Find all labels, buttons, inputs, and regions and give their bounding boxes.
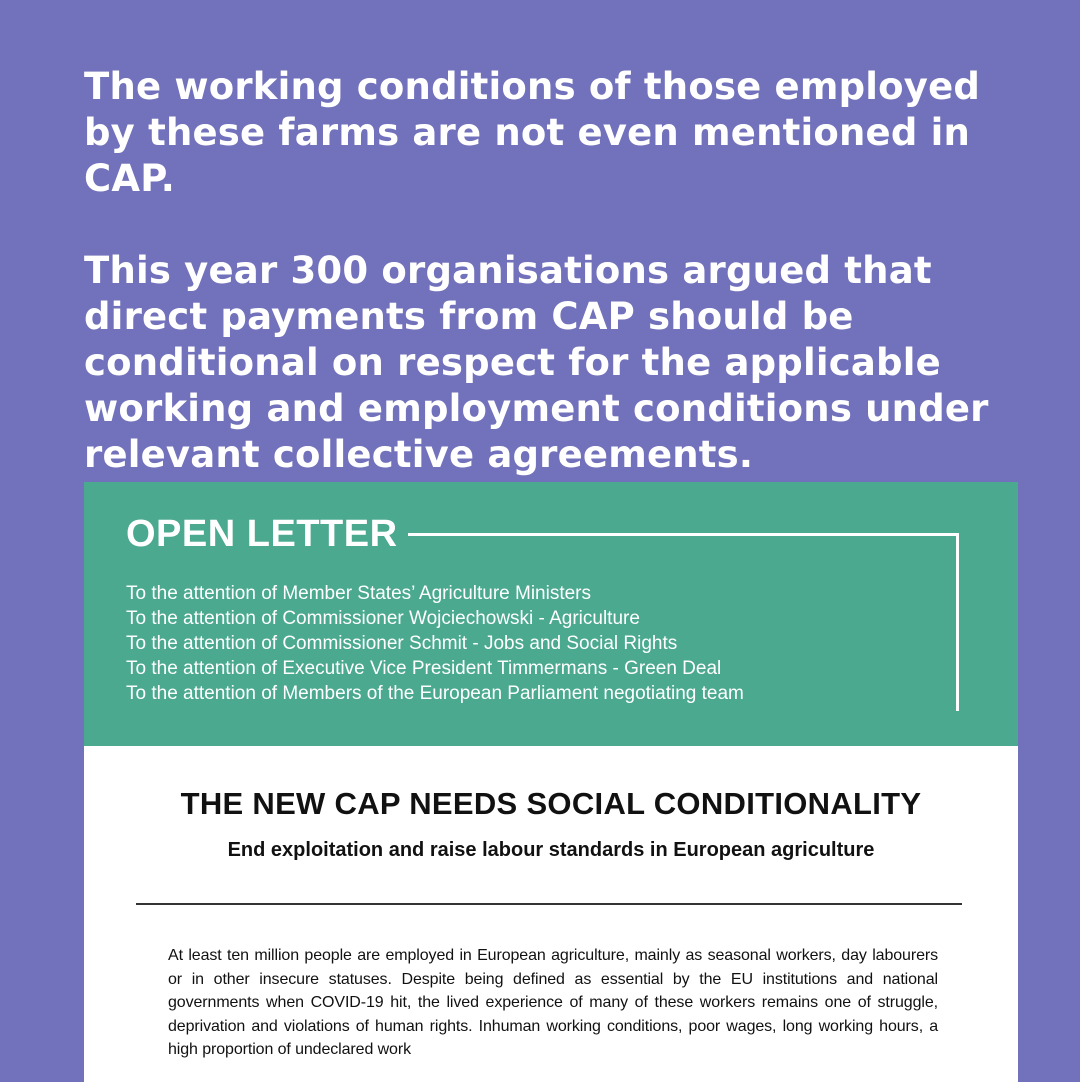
title-rule-horizontal [408,533,958,536]
letter-header [84,482,1018,746]
recipient-line: To the attention of Commissioner Schmit - Jobs and Social Rights [126,633,678,654]
intro-paragraph-2: This year 300 organisations argued that direct payments from CAP should be conditional on respect for the applicable working and employment conditions under relevant collective agreements. [84,249,989,476]
intro-text [84,64,1044,478]
letter-paragraph: At least ten million people are employed in European agriculture, mainly as seasonal workers, day labourers or in other insecure statuses. Despite being defined as essential by the EU institutions and national governments when COVID-19 hit, the lived experience of many of these workers remains one of struggle, deprivation and violations of human rights. Inhuman working conditions, poor wages, long working hours, a high proportion of undeclared work [168,947,938,1058]
letter-heading: THE NEW CAP NEEDS SOCIAL CONDITIONALITY [180,786,922,821]
recipient-line: To the attention of Members of the European Parliament negotiating team [126,683,744,704]
recipient-line: To the attention of Commissioner Wojciechowski - Agriculture [126,608,640,629]
intro-paragraph-1: The working conditions of those employed by these farms are not even mentioned in CAP. [84,65,981,200]
open-letter-title: OPEN LETTER [126,513,398,555]
open-letter-document [84,482,1018,1082]
recipient-line: To the attention of Member States’ Agriculture Ministers [126,583,592,604]
title-rule-vertical [956,533,959,711]
heading-divider [136,903,962,905]
recipient-list [126,581,744,706]
recipient-line: To the attention of Executive Vice President Timmermans - Green Deal [126,658,722,679]
letter-subheading: End exploitation and raise labour standards in European agriculture [227,839,875,861]
